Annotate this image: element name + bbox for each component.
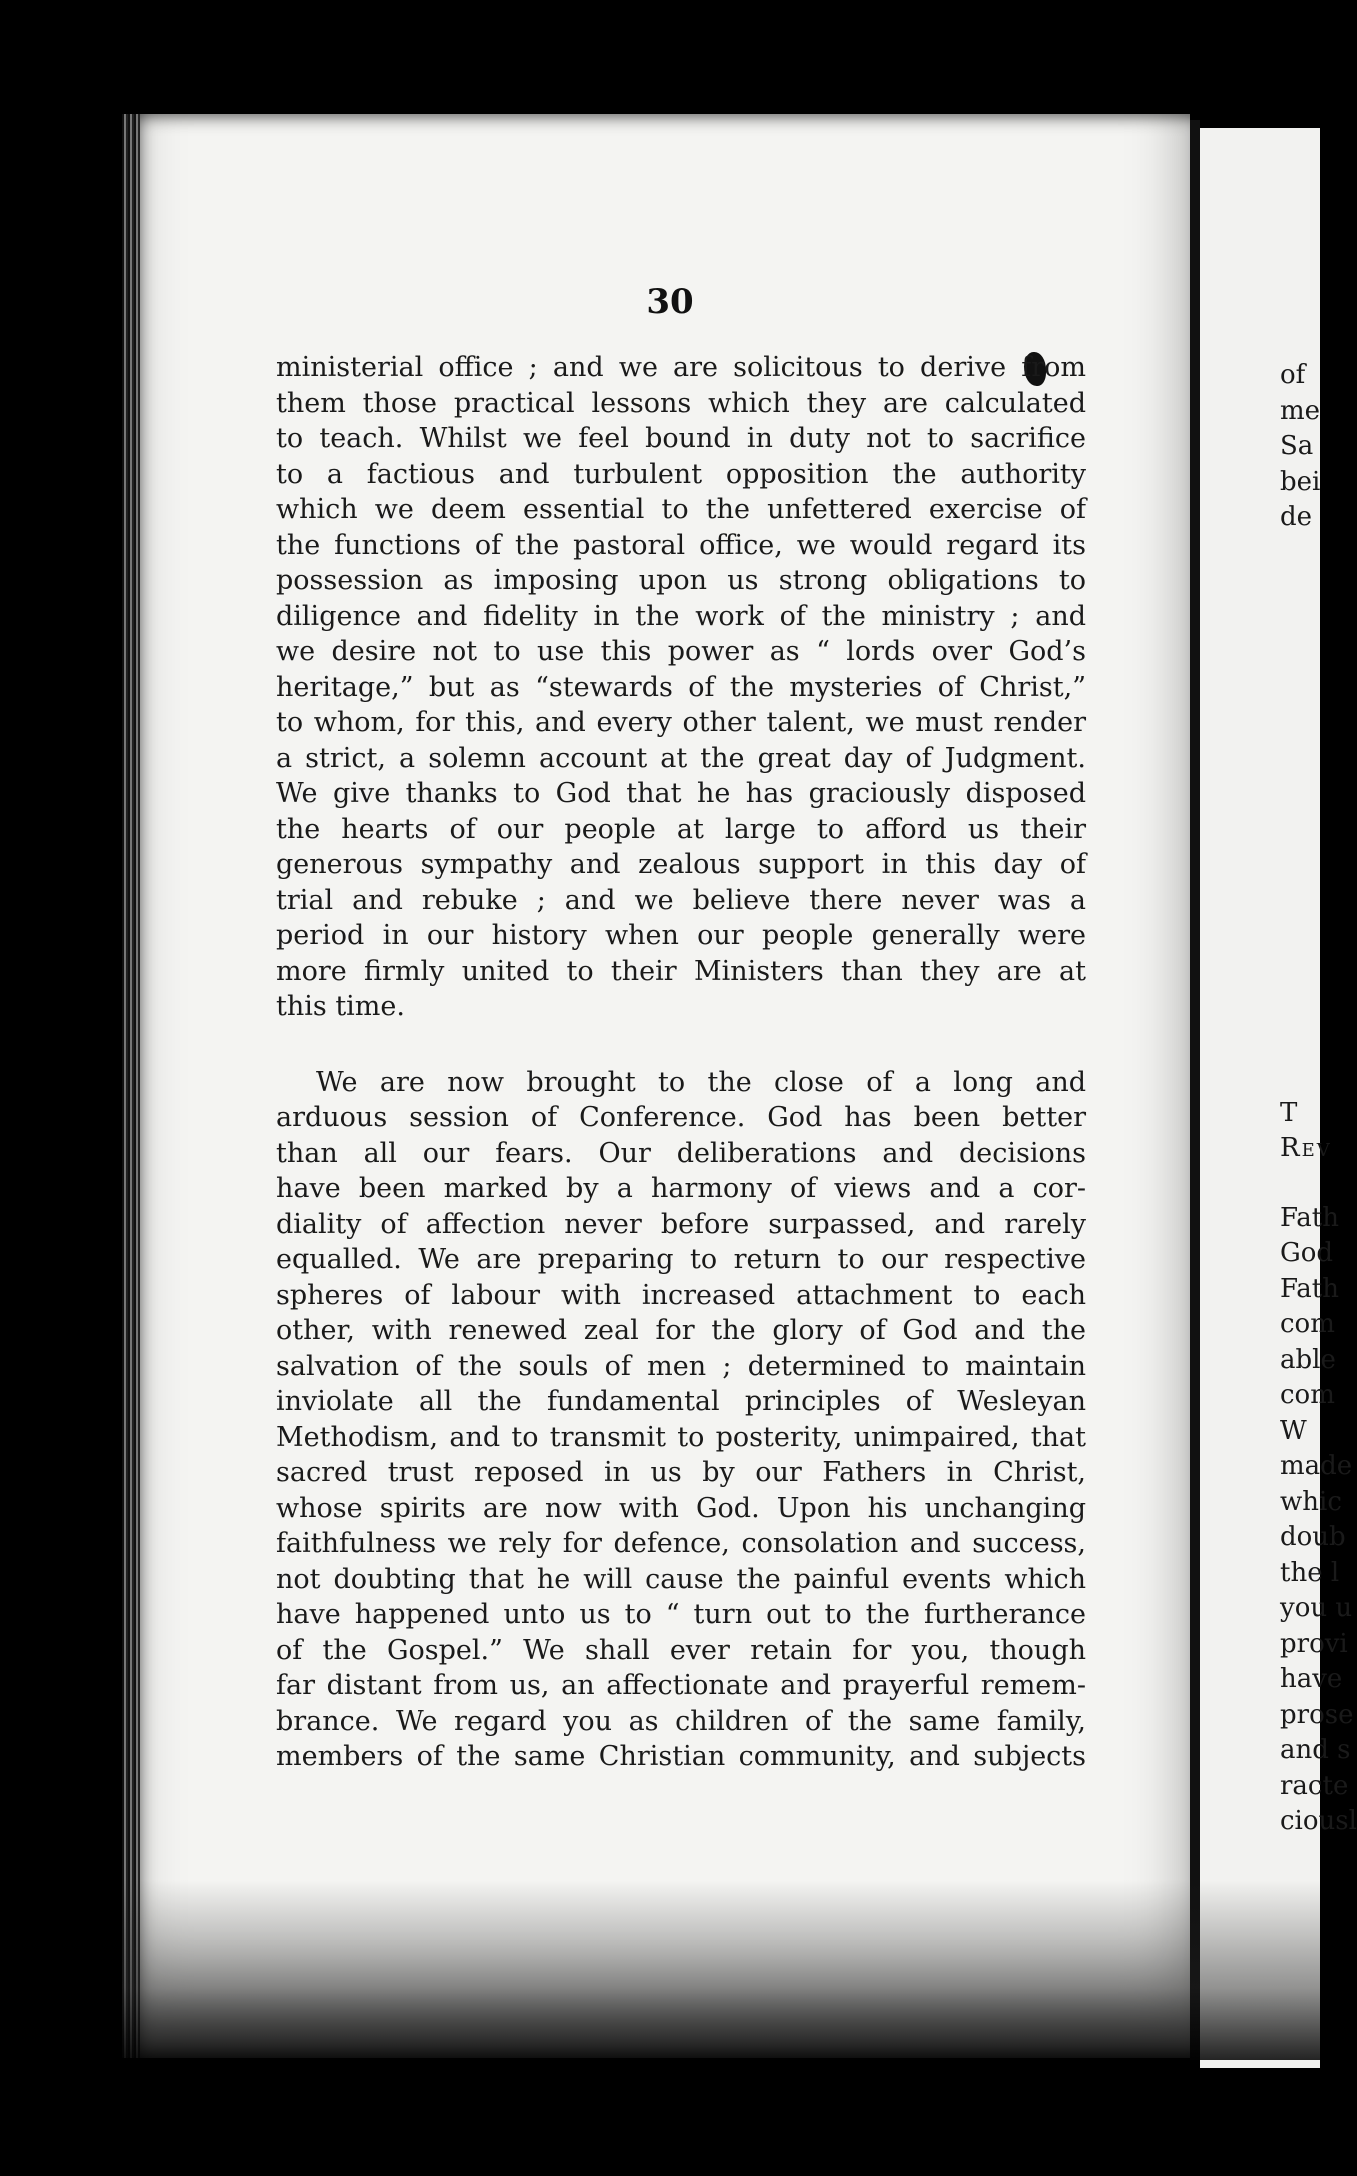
text-fragment: of <box>1280 360 1306 390</box>
text-line: heritage,” but as “stewards of the mysteries of Christ,” <box>276 671 1086 703</box>
text-line: not doubting that he will cause the painful events which <box>276 1563 1086 1595</box>
text-fragment: com <box>1280 1380 1335 1410</box>
scan-shadow <box>122 1880 1320 2060</box>
text-line: faithfulness we rely for defence, consolation and success, <box>276 1528 1086 1559</box>
text-line: other, with renewed zeal for the glory of God and the <box>276 1315 1086 1346</box>
text-line: have happened unto us to “ turn out to the furtherance <box>276 1599 1086 1630</box>
right-page-top-fragments <box>1280 358 1357 536</box>
text-fragment: prose <box>1280 1699 1354 1730</box>
text-line: generous sympathy and zealous support in this day of <box>276 849 1086 880</box>
text-line: equalled. We are preparing to return to our respective <box>276 1244 1086 1275</box>
text-line: ministerial office ; and we are solicitous to derive from <box>276 352 1086 383</box>
text-fragment: racte <box>1280 1770 1349 1801</box>
text-line: We give thanks to God that he has graciously disposed <box>276 778 1086 809</box>
text-fragment: doub <box>1280 1522 1346 1552</box>
text-line: to whom, for this, and every other talent, we must render <box>276 707 1086 738</box>
text-line: members of the same Christian community, and subjects <box>276 1741 1086 1772</box>
text-line: this time. <box>276 991 405 1022</box>
text-fragment: made <box>1280 1451 1353 1481</box>
text-line: a strict, a solemn account at the great day of Judgment. <box>276 742 1086 774</box>
text-line: more firmly united to their Ministers than they are at <box>276 955 1086 987</box>
text-fragment: provi <box>1280 1628 1348 1659</box>
left-page-body <box>276 350 1086 1775</box>
text-fragment: you u <box>1280 1593 1353 1623</box>
text-fragment: God <box>1280 1238 1334 1268</box>
right-page-fragments <box>1280 358 1357 1840</box>
text-line: sacred trust reposed in us by our Fathers in Christ, <box>276 1457 1086 1488</box>
text-line: arduous session of Conference. God has been better <box>276 1102 1086 1133</box>
text-line: have been marked by a harmony of views and a cor- <box>276 1173 1086 1204</box>
text-line: of the Gospel.” We shall ever retain for you, though <box>276 1634 1086 1666</box>
text-line: period in our history when our people generally were <box>276 920 1086 951</box>
text-fragment: Sa <box>1280 431 1314 461</box>
paragraph-2 <box>276 1065 1086 1775</box>
text-fragment: able <box>1280 1344 1336 1375</box>
book-gutter <box>1190 120 1200 2060</box>
text-line: diligence and fidelity in the work of the ministry ; and <box>276 600 1086 632</box>
right-page-heading-fragments <box>1280 1096 1357 1167</box>
text-fragment: have <box>1280 1664 1343 1694</box>
text-line: the functions of the pastoral office, we would regard its <box>276 529 1086 561</box>
text-fragment: de <box>1280 502 1313 532</box>
text-fragment: W <box>1280 1415 1307 1446</box>
text-fragment: ciousl <box>1280 1806 1357 1836</box>
text-line: them those practical lessons which they are calculated <box>276 387 1086 419</box>
text-line: trial and rebuke ; and we believe there never was a <box>276 884 1086 916</box>
text-fragment: Fath <box>1280 1273 1339 1304</box>
text-fragment: and s <box>1280 1735 1351 1765</box>
text-line: spheres of labour with increased attachment to each <box>276 1279 1086 1311</box>
text-line: than all our fears. Our deliberations and decisions <box>276 1137 1086 1169</box>
text-line: far distant from us, an affectionate and prayerful remem- <box>276 1670 1086 1701</box>
text-line: salvation of the souls of men ; determined to maintain <box>276 1350 1086 1382</box>
text-line: the hearts of our people at large to afford us their <box>276 813 1086 845</box>
text-line: whose spirits are now with God. Upon his unchanging <box>276 1492 1086 1524</box>
text-fragment: Rev <box>1280 1133 1332 1163</box>
text-fragment: Fath <box>1280 1202 1339 1233</box>
text-fragment: T <box>1280 1097 1300 1128</box>
text-fragment: com <box>1280 1309 1335 1339</box>
text-fragment: bei <box>1280 466 1321 497</box>
text-line: inviolate all the fundamental principles of Wesleyan <box>276 1386 1086 1417</box>
text-line: to teach. Whilst we feel bound in duty not to sacrifice <box>276 423 1086 454</box>
text-fragment: the l <box>1280 1557 1340 1588</box>
text-line: diality of affection never before surpassed, and rarely <box>276 1208 1086 1240</box>
text-line: We are now brought to the close of a long and <box>316 1066 1086 1098</box>
text-fragment: whic <box>1280 1486 1342 1517</box>
text-line: to a factious and turbulent opposition the authority <box>276 458 1086 490</box>
text-line: Methodism, and to transmit to posterity, unimpaired, that <box>276 1421 1086 1453</box>
text-line: possession as imposing upon us strong obligations to <box>276 565 1086 596</box>
text-line: we desire not to use this power as “ lords over God’s <box>276 636 1086 667</box>
paragraph-1 <box>276 350 1086 1025</box>
right-page-bottom-fragments <box>1280 1201 1357 1840</box>
text-fragment: me <box>1280 395 1321 426</box>
text-line: brance. We regard you as children of the same family, <box>276 1705 1086 1737</box>
text-line: which we deem essential to the unfettered exercise of <box>276 494 1086 525</box>
page-number: 30 <box>646 282 694 322</box>
